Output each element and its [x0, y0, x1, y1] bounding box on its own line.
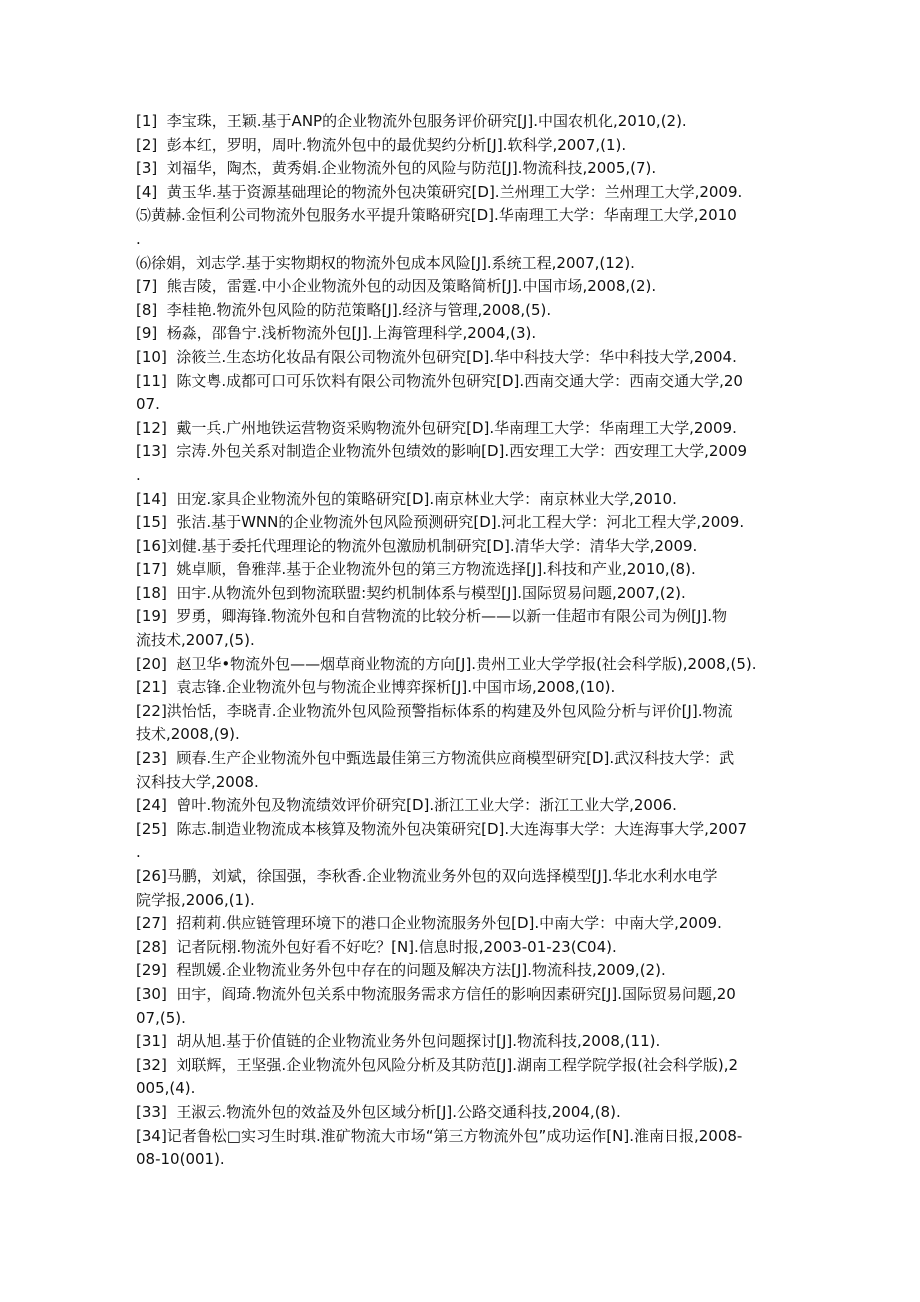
reference-line: [32] 刘联辉，王坚强.企业物流外包风险分析及其防范[J].湖南工程学院学报(社会科学版),2 — [136, 1055, 739, 1074]
reference-item — [136, 511, 786, 535]
reference-continuation-line: 08-10(001). — [136, 1150, 225, 1169]
reference-item — [136, 912, 786, 936]
reference-line: [10] 涂筱兰.生态坊化妆品有限公司物流外包研究[D].华中科技大学：华中科技大学,2004. — [136, 347, 737, 366]
reference-item — [136, 322, 786, 346]
reference-line: [28] 记者阮栩.物流外包好看不好吃？[N].信息时报,2003-01-23(C04). — [136, 937, 617, 956]
reference-item — [136, 1054, 786, 1101]
reference-item — [136, 275, 786, 299]
reference-continuation-line: 07. — [136, 395, 160, 414]
reference-line: [3] 刘福华，陶杰，黄秀娟.企业物流外包的风险与防范[J].物流科技,2005,(7). — [136, 159, 657, 178]
reference-line: [9] 杨淼，邵鲁宁.浅析物流外包[J].上海管理科学,2004,(3). — [136, 324, 537, 343]
reference-line: [8] 李桂艳.物流外包风险的防范策略[J].经济与管理,2008,(5). — [136, 300, 552, 319]
reference-continuation-line: 技术,2008,(9). — [136, 725, 240, 744]
reference-continuation-line: . — [136, 465, 141, 484]
reference-item — [136, 110, 786, 134]
reference-line: ⑹徐娟，刘志学.基于实物期权的物流外包成本风险[J].系统工程,2007,(12). — [136, 253, 635, 272]
reference-item — [136, 959, 786, 983]
reference-line: [14] 田宠.家具企业物流外包的策略研究[D].南京林业大学：南京林业大学,2010. — [136, 489, 677, 508]
reference-line: [23] 顾春.生产企业物流外包中甄选最佳第三方物流供应商模型研究[D].武汉科技大学：武 — [136, 749, 735, 768]
reference-line: [2] 彭本红，罗明，周叶.物流外包中的最优契约分析[J].软科学,2007,(1). — [136, 135, 627, 154]
reference-continuation-line: 流技术,2007,(5). — [136, 631, 255, 650]
reference-line: [30] 田宇，阎琦.物流外包关系中物流服务需求方信任的影响因素研究[J].国际贸易问题,20 — [136, 984, 736, 1003]
reference-item — [136, 605, 786, 652]
reference-item — [136, 252, 786, 276]
reference-line: [19] 罗勇，卿海锋.物流外包和自营物流的比较分析——以新一佳超市有限公司为例[J].物 — [136, 607, 727, 626]
reference-item — [136, 440, 786, 487]
reference-item — [136, 346, 786, 370]
reference-continuation-line: 005,(4). — [136, 1079, 196, 1098]
reference-line: [31] 胡从旭.基于价值链的企业物流业务外包问题探讨[J].物流科技,2008,(11). — [136, 1032, 661, 1051]
reference-item — [136, 865, 786, 912]
reference-item — [136, 134, 786, 158]
reference-line: [12] 戴一兵.广州地铁运营物资采购物流外包研究[D].华南理工大学：华南理工大学,2009. — [136, 418, 737, 437]
reference-item — [136, 582, 786, 606]
reference-item — [136, 1030, 786, 1054]
reference-line: [15] 张洁.基于WNN的企业物流外包风险预测研究[D].河北工程大学：河北工程大学,2009. — [136, 513, 745, 532]
reference-line: [7] 熊吉陵，雷霆.中小企业物流外包的动因及策略简析[J].中国市场,2008,(2). — [136, 277, 657, 296]
reference-line: [1] 李宝珠，王颖.基于ANP的企业物流外包服务评价研究[J].中国农机化,2010,(2). — [136, 112, 687, 130]
reference-list — [136, 110, 786, 1172]
reference-line: [24] 曾叶.物流外包及物流绩效评价研究[D].浙江工业大学：浙江工业大学,2006. — [136, 796, 677, 815]
reference-line: [29] 程凯媛.企业物流业务外包中存在的问题及解决方法[J].物流科技,2009,(2). — [136, 961, 666, 980]
reference-line: [11] 陈文粤.成都可口可乐饮料有限公司物流外包研究[D].西南交通大学：西南交通大学,20 — [136, 371, 743, 390]
reference-item — [136, 488, 786, 512]
reference-continuation-line: 07,(5). — [136, 1008, 186, 1027]
reference-line: ⑸黄赫.金恒利公司物流外包服务水平提升策略研究[D].华南理工大学：华南理工大学,2010 — [136, 206, 737, 225]
reference-item — [136, 204, 786, 251]
reference-line: [27] 招莉莉.供应链管理环境下的港口企业物流服务外包[D].中南大学：中南大学,2009. — [136, 914, 722, 933]
reference-item — [136, 1101, 786, 1125]
reference-item — [136, 794, 786, 818]
reference-item — [136, 1125, 786, 1172]
reference-item — [136, 535, 786, 559]
reference-item — [136, 299, 786, 323]
reference-line: [33] 王淑云.物流外包的效益及外包区域分析[J].公路交通科技,2004,(8). — [136, 1102, 621, 1121]
reference-item — [136, 936, 786, 960]
reference-line: [13] 宗涛.外包关系对制造企业物流外包绩效的影响[D].西安理工大学：西安理工大学,2009 — [136, 442, 748, 461]
reference-continuation-line: 院学报,2006,(1). — [136, 890, 255, 909]
reference-continuation-line: . — [136, 843, 141, 862]
reference-item — [136, 157, 786, 181]
reference-continuation-line: 汉科技大学,2008. — [136, 772, 259, 791]
reference-line: [17] 姚卓顺，鲁雅萍.基于企业物流外包的第三方物流选择[J].科技和产业,2010,(8). — [136, 560, 696, 579]
reference-item — [136, 370, 786, 417]
reference-line: [18] 田宇.从物流外包到物流联盟:契约机制体系与模型[J].国际贸易问题,2007,(2). — [136, 583, 686, 602]
reference-line: [4] 黄玉华.基于资源基础理论的物流外包决策研究[D].兰州理工大学：兰州理工大学,2009. — [136, 182, 743, 201]
reference-line: [16]刘健.基于委托代理理论的物流外包激励机制研究[D].清华大学：清华大学,2009. — [136, 536, 698, 555]
reference-item — [136, 983, 786, 1030]
reference-line: [20] 赵卫华•物流外包——烟草商业物流的方向[J].贵州工业大学学报(社会科学版),2008,(5). — [136, 654, 757, 673]
reference-line: [34]记者鲁松□实习生时琪.淮矿物流大市场“第三方物流外包”成功运作[N].淮南日报,2008- — [136, 1126, 743, 1145]
reference-line: [22]洪怡恬，李晓青.企业物流外包风险预警指标体系的构建及外包风险分析与评价[J].物流 — [136, 701, 733, 720]
reference-item — [136, 653, 786, 677]
reference-item — [136, 558, 786, 582]
reference-item — [136, 700, 786, 747]
reference-item — [136, 417, 786, 441]
reference-line: [26]马鹏，刘斌，徐国强，李秋香.企业物流业务外包的双向选择模型[J].华北水利水电学 — [136, 867, 718, 885]
reference-line: [21] 袁志锋.企业物流外包与物流企业博弈探析[J].中国市场,2008,(10). — [136, 678, 616, 697]
reference-line: [25] 陈志.制造业物流成本核算及物流外包决策研究[D].大连海事大学：大连海事大学,2007 — [136, 819, 748, 838]
reference-item — [136, 818, 786, 865]
reference-item — [136, 676, 786, 700]
reference-continuation-line: . — [136, 229, 141, 248]
reference-item — [136, 747, 786, 794]
reference-item — [136, 181, 786, 205]
